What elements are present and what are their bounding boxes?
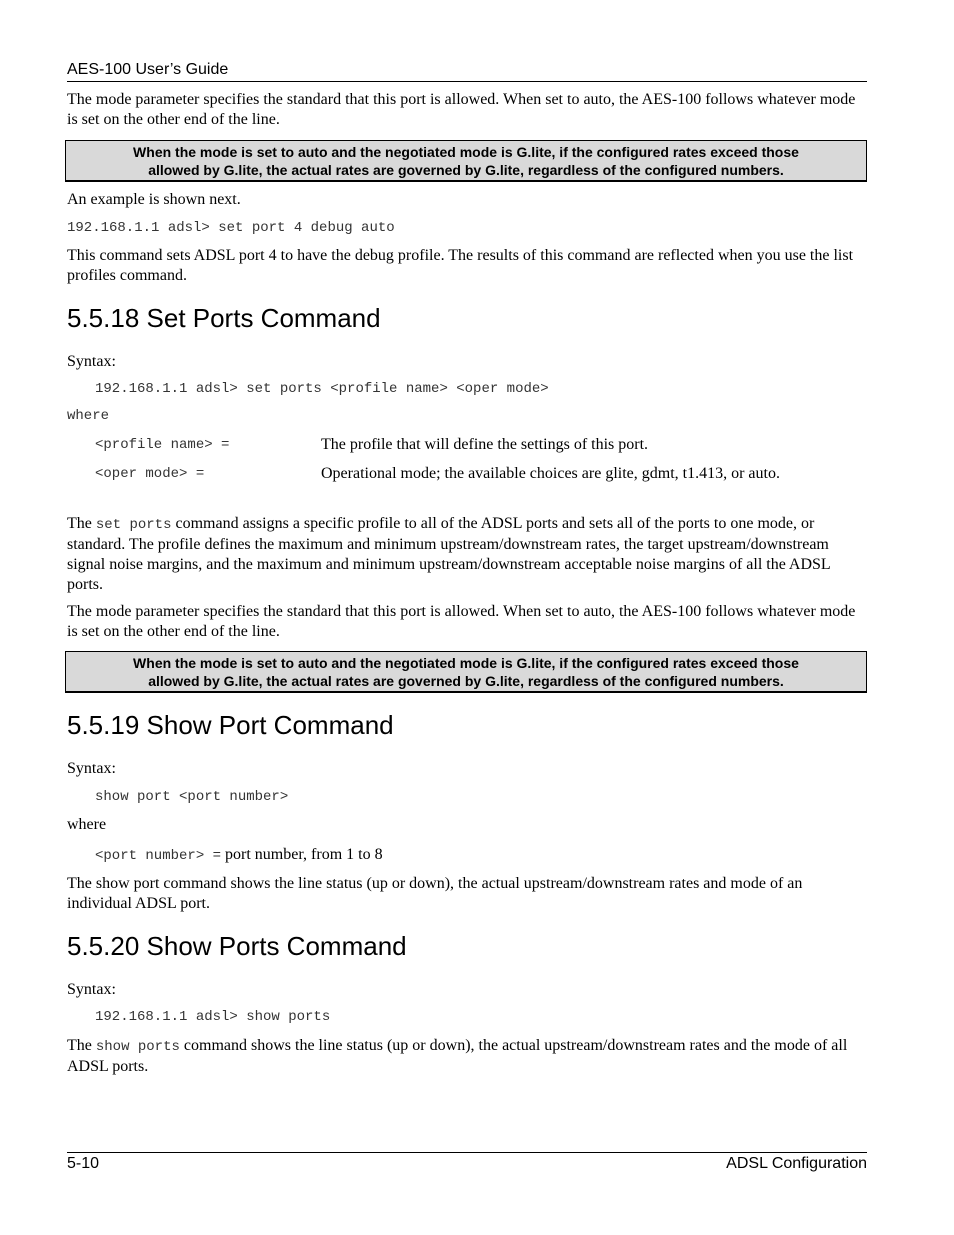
- page-header: [67, 61, 867, 82]
- definition-row: [95, 845, 795, 866]
- definition-term: <profile name> =: [95, 437, 230, 453]
- page-footer: [67, 1152, 867, 1173]
- note-line-2: allowed by G.lite, the actual rates are governed by G.lite, regardless of the configured numbers.: [148, 673, 784, 689]
- note-line-1: When the mode is set to auto and the negotiated mode is G.lite, if the configured rates exceed those: [133, 144, 799, 160]
- syntax-code: 192.168.1.1 adsl> set ports <profile name> <oper mode>: [95, 381, 549, 397]
- note-line-1: When the mode is set to auto and the negotiated mode is G.lite, if the configured rates exceed those: [133, 655, 799, 671]
- code-example-1: 192.168.1.1 adsl> set port 4 debug auto: [67, 220, 395, 236]
- syntax-code: show port <port number>: [95, 789, 289, 805]
- header-title: AES-100 User’s Guide: [67, 61, 229, 78]
- section-heading-5-5-19: 5.5.19 Show Port Command: [67, 710, 394, 740]
- show-ports-description: [67, 1036, 867, 1077]
- text-run: The: [67, 515, 96, 532]
- syntax-label: Syntax:: [67, 760, 116, 777]
- where-label: where: [67, 816, 107, 833]
- intro-paragraph-1: The mode parameter specifies the standard that this port is allowed. When set to auto, the AES-100 follows whatever mode is set on the other end of the line.: [67, 91, 856, 128]
- mode-paragraph: The mode parameter specifies the standard that this port is allowed. When set to auto, the AES-100 follows whatever mode is set on the other end of the line.: [67, 603, 856, 640]
- definition-term: <port number> =: [95, 848, 222, 864]
- intro-paragraph-3: This command sets ADSL port 4 to have the debug profile. The results of this command are reflected when you use the list profiles command.: [67, 247, 854, 284]
- page-number: 5-10: [67, 1155, 100, 1172]
- section-heading-5-5-20: 5.5.20 Show Ports Command: [67, 931, 407, 961]
- note-box-2: [65, 651, 867, 693]
- text-run: command assigns a specific profile to all of the ADSL ports and sets all of the ports to one mode, or standard. The profile defines the maximum and minimum upstream/downstream rates, the target upstream/downstream signal noise margins, and the maximum and minimum upstream/downstream acceptable noise margins of all the ADSL ports.: [67, 515, 831, 593]
- chapter-name: ADSL Configuration: [726, 1155, 867, 1172]
- where-label: where: [67, 408, 110, 424]
- definition-term: <oper mode> =: [95, 466, 205, 482]
- intro-paragraph-2: An example is shown next.: [67, 191, 241, 208]
- inline-code: set ports: [95, 517, 172, 533]
- text-run: command shows the line status (up or down), the actual upstream/downstream rates and the mode of all ADSL ports.: [67, 1037, 848, 1075]
- syntax-code: 192.168.1.1 adsl> show ports: [95, 1009, 331, 1025]
- definition-desc: The profile that will define the settings of this port.: [321, 436, 649, 453]
- definition-desc: Operational mode; the available choices are glite, gdmt, t1.413, or auto.: [321, 465, 780, 482]
- inline-code: show ports: [95, 1039, 180, 1055]
- definition-desc: port number, from 1 to 8: [225, 846, 383, 863]
- syntax-label: Syntax:: [67, 981, 116, 998]
- syntax-label: Syntax:: [67, 353, 116, 370]
- set-ports-description: [67, 514, 867, 595]
- note-line-2: allowed by G.lite, the actual rates are governed by G.lite, regardless of the configured numbers.: [148, 162, 784, 178]
- section-heading-5-5-18: 5.5.18 Set Ports Command: [67, 303, 381, 333]
- text-run: The: [67, 1037, 96, 1054]
- note-box-1: [65, 140, 867, 182]
- show-port-description: The show port command shows the line status (up or down), the actual upstream/downstream rates and mode of an individual ADSL port.: [67, 875, 803, 912]
